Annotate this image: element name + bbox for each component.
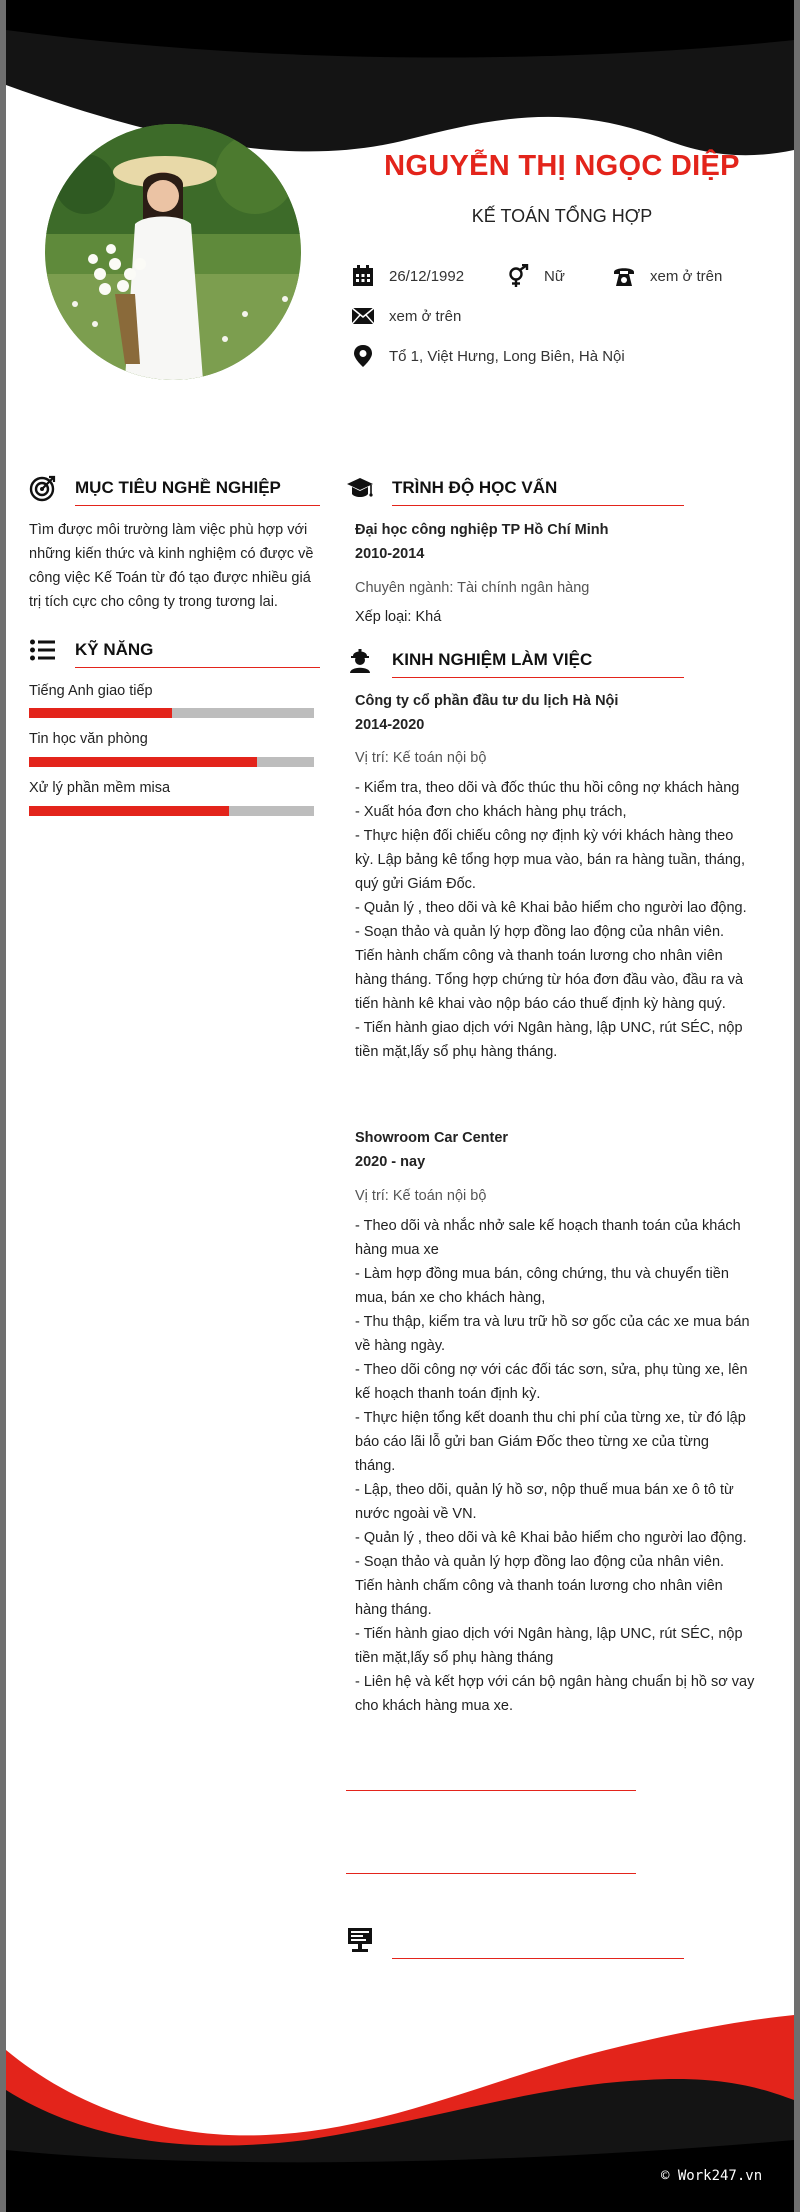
job-line: - Theo dõi công nợ với các đối tác sơn, sửa, phụ tùng xe, lên: [355, 1362, 748, 1378]
education-years: 2010-2014: [355, 546, 425, 562]
objective-line: những kiến thức và kinh nghiệm có được về: [29, 546, 314, 562]
skill-label: Xử lý phần mềm misa: [29, 780, 171, 796]
objective-line: công việc Kế Toán từ đó tạo được nhiều giá: [29, 570, 311, 586]
birthday-text: 26/12/1992: [389, 267, 465, 285]
skill-bar-fill: [29, 757, 257, 767]
education-heading: [346, 474, 557, 502]
gender-text: Nữ: [544, 267, 565, 285]
empty-section-divider: [392, 1958, 684, 1959]
job-line: - Thực hiện đối chiếu công nợ định kỳ với khách hàng theo: [355, 828, 734, 844]
objective-line: trị tích cực cho công ty trong tương lai.: [29, 594, 278, 610]
job-position: Vị trí: Kế toán nội bộ: [355, 1188, 487, 1204]
calendar-icon: [351, 264, 375, 288]
worker-icon: [346, 646, 374, 674]
job-years: 2020 - nay: [355, 1154, 426, 1170]
job-line: hàng tháng. Tổng hợp chứng từ hóa đơn đầu vào, đầu ra và: [355, 972, 744, 988]
skill-label: Tiếng Anh giao tiếp: [29, 683, 153, 699]
job-line: tiền mặt,lấy sổ phụ hàng tháng: [355, 1650, 554, 1666]
skills-title: KỸ NĂNG: [75, 640, 154, 659]
gender-icon: [506, 264, 530, 288]
address-text: Tổ 1, Việt Hưng, Long Biên, Hà Nội: [389, 347, 625, 365]
job-line: - Kiểm tra, theo dõi và đốc thúc thu hồi công nợ khách hàng: [355, 780, 740, 796]
skill-bar-fill: [29, 708, 172, 718]
job-line: - Quản lý , theo dõi và kê Khai bảo hiểm cho người lao động.: [355, 900, 747, 916]
objective-divider: [75, 505, 320, 506]
job-line: - Theo dõi và nhắc nhở sale kế hoạch thanh toán của khách: [355, 1218, 741, 1234]
education-title: TRÌNH ĐỘ HỌC VẤN: [392, 478, 558, 497]
computer-icon: [346, 1926, 374, 1954]
experience-heading: [346, 646, 592, 674]
job-line: - Lập, theo dõi, quản lý hồ sơ, nộp thuế mua bán xe ô tô từ: [355, 1482, 734, 1498]
phone-info: [612, 264, 722, 288]
cv-page: [6, 0, 794, 2212]
experience-title: KINH NGHIỆM LÀM VIỆC: [392, 650, 593, 669]
skills-heading: [29, 636, 153, 664]
skill-label: Tin học văn phòng: [29, 731, 148, 747]
job-line: - Soạn thảo và quản lý hợp đồng lao động của nhân viên.: [355, 1554, 725, 1570]
job-line: cho khách hàng mua xe.: [355, 1698, 513, 1714]
avatar: [45, 124, 301, 380]
birthday-info: [351, 264, 464, 288]
job-company: Showroom Car Center: [355, 1130, 509, 1146]
job-line: - Quản lý , theo dõi và kê Khai bảo hiểm cho người lao động.: [355, 1530, 747, 1546]
list-icon: [29, 636, 57, 664]
job-company: Công ty cổ phần đầu tư du lịch Hà Nội: [355, 693, 619, 709]
job-position: Vị trí: Kế toán nội bộ: [355, 750, 487, 766]
job-line: - Tiến hành giao dịch với Ngân hàng, lập UNC, rút SÉC, nộp: [355, 1626, 743, 1642]
graduation-cap-icon: [346, 474, 374, 502]
skill-bar-fill: [29, 806, 229, 816]
job-years: 2014-2020: [355, 717, 425, 733]
job-line: - Thu thập, kiểm tra và lưu trữ hồ sơ gốc của các xe mua bán: [355, 1314, 750, 1330]
education-divider: [392, 505, 684, 506]
gender-info: [506, 264, 565, 288]
mail-icon: [351, 304, 375, 328]
job-line: tiền mặt,lấy sổ phụ hàng tháng.: [355, 1044, 558, 1060]
education-school: Đại học công nghiệp TP Hồ Chí Minh: [355, 522, 609, 538]
skill-bar: [29, 708, 314, 718]
target-icon: [29, 474, 57, 502]
job-line: Tiến hành chấm công và thanh toán lương cho nhân viên: [355, 1578, 723, 1594]
job-line: quý gửi Giám Đốc.: [355, 876, 476, 892]
job-line: hàng mua xe: [355, 1242, 439, 1258]
job-line: - Thực hiện tổng kết doanh thu chi phí của từng xe, từ đó lập: [355, 1410, 746, 1426]
job-line: Tiến hành chấm công và thanh toán lương cho nhân viên: [355, 948, 723, 964]
skill-bar: [29, 806, 314, 816]
objective-line: Tìm được môi trường làm việc phù hợp với: [29, 522, 308, 538]
education-grade: Xếp loại: Khá: [355, 609, 442, 625]
job-line: mua, bán xe cho khách hàng,: [355, 1290, 546, 1306]
job-description: [355, 776, 763, 1064]
job-title: KẾ TOÁN TỔNG HỢP: [471, 206, 653, 226]
phone-text: xem ở trên: [650, 267, 723, 285]
skills-divider: [75, 667, 320, 668]
address-info: [351, 344, 625, 368]
job-line: - Làm hợp đồng mua bán, công chứng, thu và chuyển tiền: [355, 1266, 729, 1282]
job-line: kế hoạch thanh toán định kỳ.: [355, 1386, 541, 1402]
objective-body: [29, 518, 329, 614]
job-line: hàng tháng.: [355, 1602, 432, 1618]
email-info: [351, 304, 461, 328]
job-line: báo cáo lãi lỗ gửi ban Giám Đốc theo từng xe của từng: [355, 1434, 709, 1450]
job-line: tháng.: [355, 1458, 396, 1474]
empty-section-heading: [346, 1926, 392, 1954]
profile-photo: [45, 124, 301, 380]
objective-title: MỤC TIÊU NGHỀ NGHIỆP: [75, 478, 281, 497]
job-line: về hàng ngày.: [355, 1338, 446, 1354]
job-line: tiến hành kê khai vào nộp báo cáo thuế định kỳ hàng quý.: [355, 996, 726, 1012]
job-line: kỳ. Lập bảng kê tổng hợp mua vào, bán ra hàng tuần, tháng,: [355, 852, 746, 868]
job-line: - Tiến hành giao dịch với Ngân hàng, lập UNC, rút SÉC, nộp: [355, 1020, 743, 1036]
location-icon: [351, 344, 375, 368]
job-line: - Soạn thảo và quản lý hợp đồng lao động của nhân viên.: [355, 924, 725, 940]
job-line: - Xuất hóa đơn cho khách hàng phụ trách,: [355, 804, 627, 820]
job-line: nước ngoài về VN.: [355, 1506, 477, 1522]
skill-bar: [29, 757, 314, 767]
experience-divider: [392, 677, 684, 678]
objective-heading: [29, 474, 281, 502]
empty-section-divider: [346, 1790, 636, 1791]
job-line: - Liên hệ và kết hợp với cán bộ ngân hàng chuẩn bị hồ sơ vay: [355, 1674, 755, 1690]
email-text: xem ở trên: [389, 307, 462, 325]
job-description: [355, 1214, 763, 1718]
watermark: © Work247.vn: [661, 2168, 763, 2184]
empty-section-divider: [346, 1873, 636, 1874]
candidate-name: NGUYỄN THỊ NGỌC DIỆP: [384, 150, 740, 182]
phone-icon: [612, 264, 636, 288]
education-major: Chuyên ngành: Tài chính ngân hàng: [355, 580, 590, 596]
